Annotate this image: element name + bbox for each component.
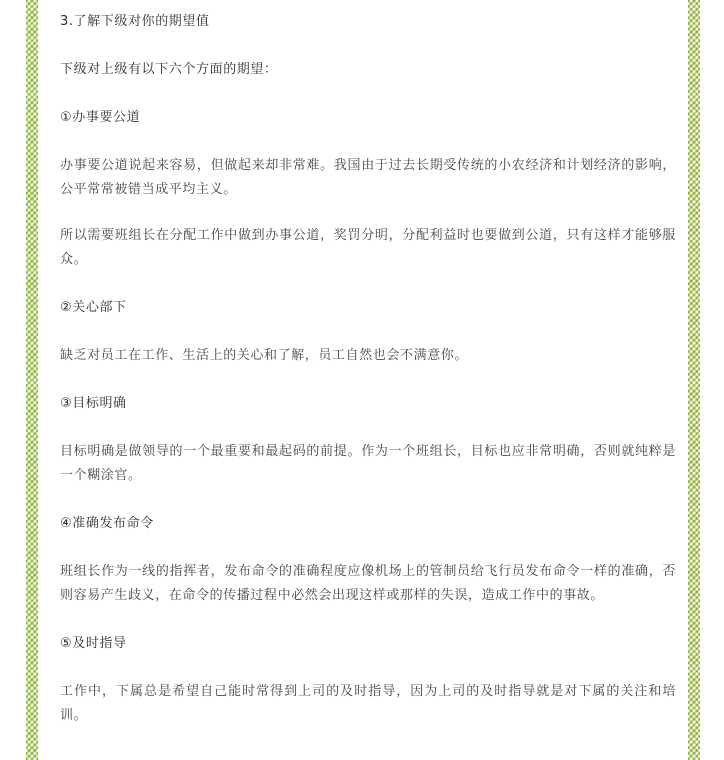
intro-text: 下级对上级有以下六个方面的期望：	[60, 62, 278, 77]
paragraph: 办事要公道说起来容易，但做起来却非常难。我国由于过去长期受传统的小农经济和计划经济的影响，公平常常被错当成平均主义。	[60, 158, 676, 197]
item-heading-accurate-orders: ④准确发布命令	[60, 516, 154, 531]
paragraph: 缺乏对员工在工作、生活上的关心和了解，员工自然也会不满意你。	[60, 348, 469, 363]
item-heading-care: ②关心部下	[60, 300, 127, 315]
section-title: 3.了解下级对你的期望值	[60, 14, 210, 29]
left-decorative-border	[26, 0, 38, 760]
paragraph: 目标明确是做领导的一个最重要和最起码的前提。作为一个班组长，目标也应非常明确，否则就纯粹是一个糊涂官。	[60, 444, 676, 483]
article-content	[60, 8, 676, 728]
paragraph: 工作中，下属总是希望自己能时常得到上司的及时指导，因为上司的及时指导就是对下属的关注和培训。	[60, 684, 676, 723]
paragraph: 所以需要班组长在分配工作中做到办事公道，奖罚分明，分配利益时也要做到公道，只有这样才能够服众。	[60, 228, 676, 267]
item-heading-fairness: ①办事要公道	[60, 110, 141, 125]
paragraph: 班组长作为一线的指挥者，发布命令的准确程度应像机场上的管制员给飞行员发布命令一样的准确，否则容易产生歧义，在命令的传播过程中必然会出现这样或那样的失误，造成工作中的事故。	[60, 564, 676, 603]
right-decorative-border	[688, 0, 700, 760]
item-heading-clear-goals: ③目标明确	[60, 396, 127, 411]
item-heading-timely-guidance: ⑤及时指导	[60, 636, 127, 651]
